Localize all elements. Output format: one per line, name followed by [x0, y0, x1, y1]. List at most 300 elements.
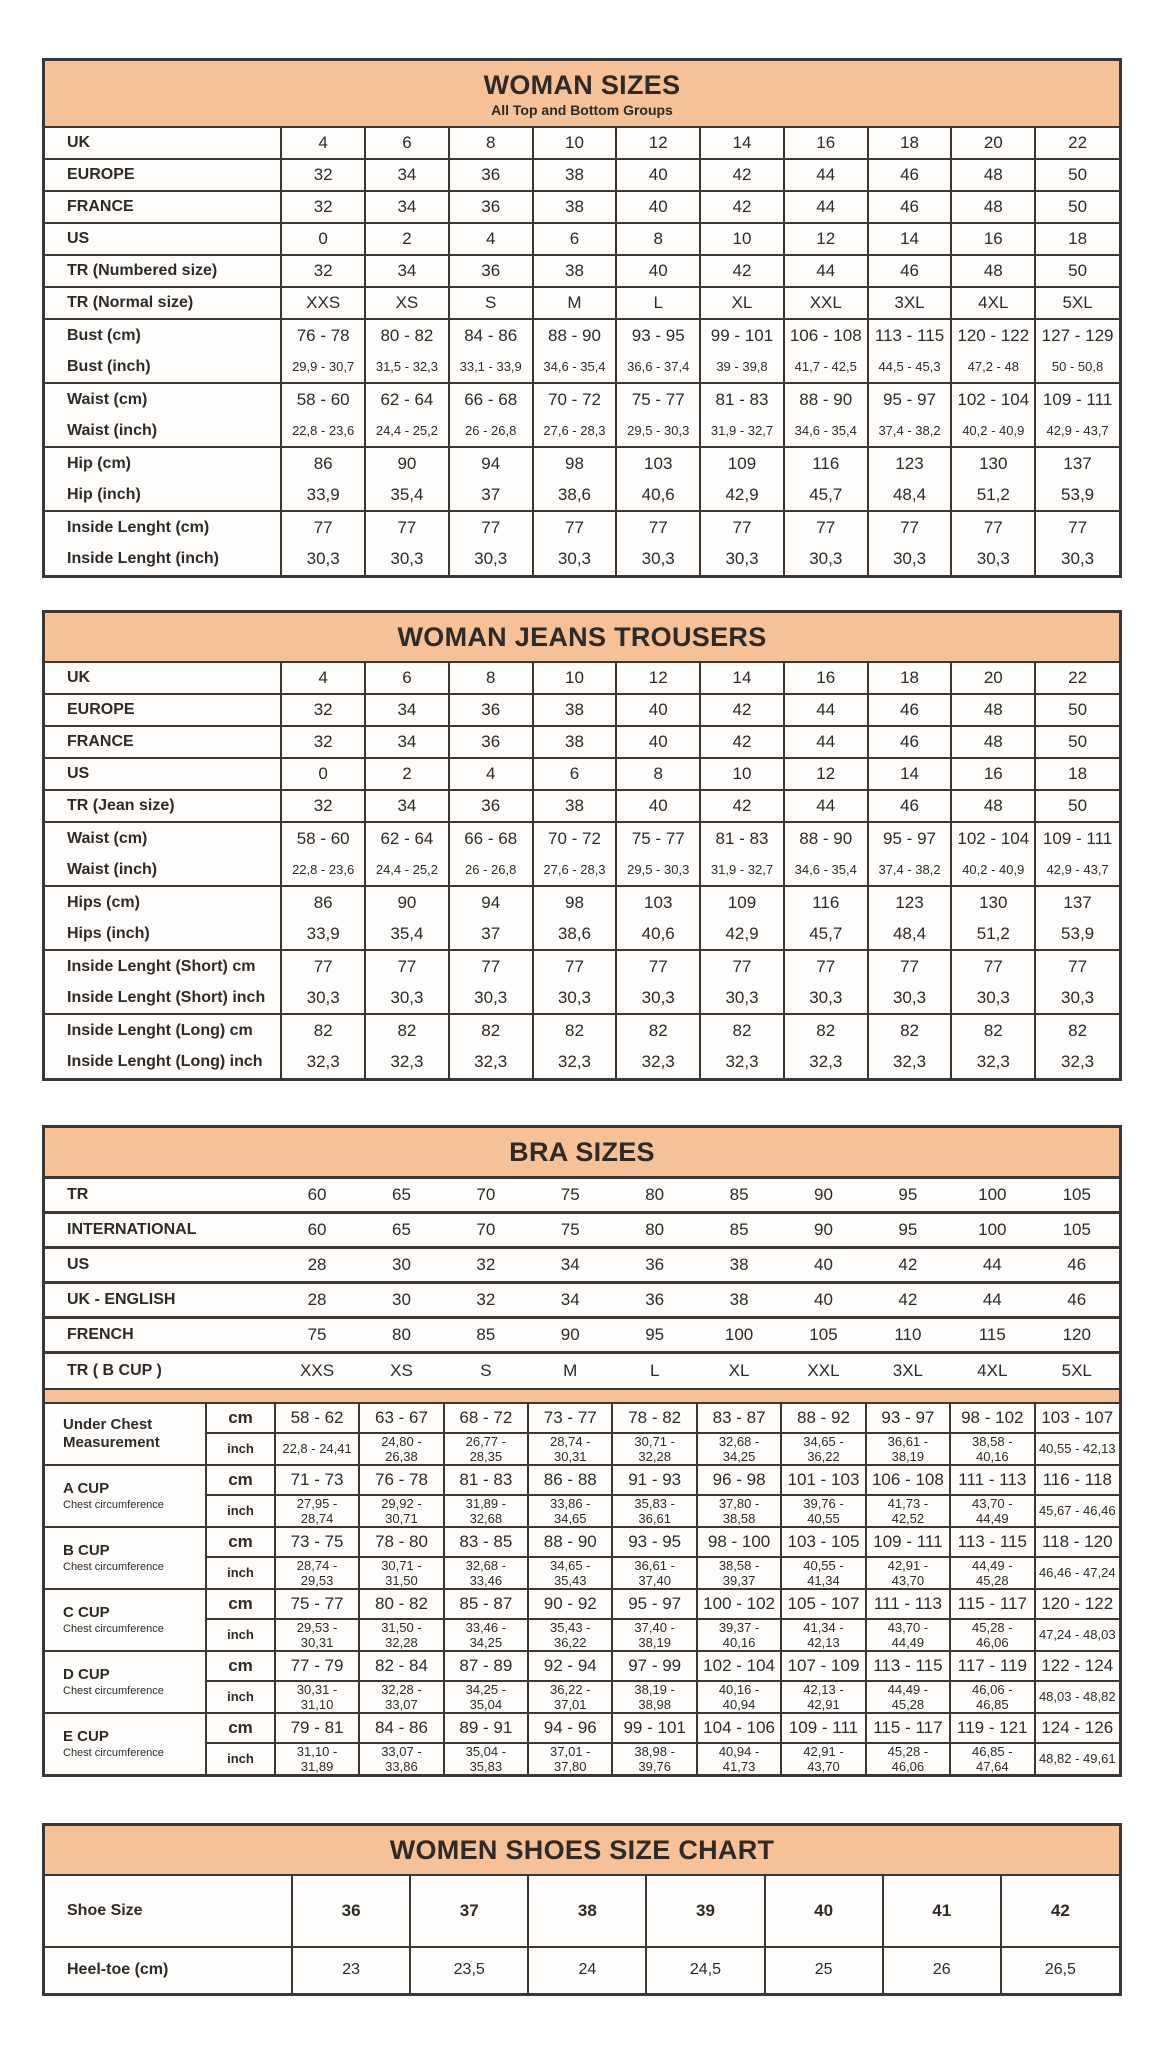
size-cell: 37,4 - 38,2	[868, 854, 952, 886]
size-cell: 23	[292, 1947, 410, 1993]
size-cell: 46	[868, 726, 952, 758]
size-cell: 82 - 84	[359, 1651, 443, 1681]
size-cell: 31,5 - 32,3	[365, 351, 449, 383]
size-cell: 25	[765, 1947, 883, 1993]
size-cell: 34,6 - 35,4	[784, 415, 868, 447]
size-cell: 34,25 - 35,04	[444, 1681, 528, 1713]
size-cell: 6	[533, 758, 617, 790]
size-cell: 37,4 - 38,2	[868, 415, 952, 447]
size-cell: 127 - 129	[1035, 319, 1119, 351]
measurement-name: E CUP	[63, 1728, 109, 1746]
size-cell: 40	[781, 1283, 865, 1318]
size-cell: 40	[616, 191, 700, 223]
size-cell: 40,6	[616, 918, 700, 950]
size-cell: 53,9	[1035, 918, 1119, 950]
size-cell: 95	[866, 1178, 950, 1213]
size-cell: 113 - 115	[950, 1527, 1034, 1557]
size-cell: 30,31 - 31,10	[275, 1681, 359, 1713]
table-row	[45, 694, 1119, 726]
table-row	[45, 223, 1119, 255]
measurement-name: B CUP	[63, 1542, 110, 1560]
table-title: WOMAN SIZES	[483, 70, 681, 100]
size-cell: S	[444, 1353, 528, 1388]
size-cell: 37,80 - 38,58	[697, 1495, 781, 1527]
size-cell: 80	[359, 1318, 443, 1353]
size-cell: XL	[697, 1353, 781, 1388]
measurement-name: A CUP	[63, 1480, 110, 1498]
size-cell: 16	[784, 662, 868, 694]
table-row	[45, 1465, 1119, 1495]
size-cell: 42,91 - 43,70	[866, 1557, 950, 1589]
size-cell: 48	[951, 726, 1035, 758]
size-cell: 30,3	[365, 543, 449, 575]
size-cell: 100	[950, 1178, 1034, 1213]
size-cell: 40,2 - 40,9	[951, 415, 1035, 447]
size-cell: 36	[612, 1283, 696, 1318]
unit-label-cm: cm	[206, 1651, 275, 1681]
size-cell: 82	[365, 1014, 449, 1046]
size-cell: 34	[365, 790, 449, 822]
size-cell: 106 - 108	[866, 1465, 950, 1495]
size-cell: 14	[700, 662, 784, 694]
size-cell: 110	[866, 1318, 950, 1353]
size-cell: 28	[275, 1248, 359, 1283]
size-cell: 5XL	[1035, 1353, 1120, 1388]
size-cell: 38,98 - 39,76	[612, 1743, 696, 1774]
size-cell: 90 - 92	[528, 1589, 612, 1619]
table-row	[45, 1433, 1119, 1465]
size-cell: 46	[868, 255, 952, 287]
size-cell: 42,9 - 43,7	[1035, 415, 1119, 447]
size-cell: 10	[700, 758, 784, 790]
size-cell: 85	[697, 1178, 781, 1213]
size-cell: 40,6	[616, 479, 700, 511]
row-label: EUROPE	[45, 694, 281, 726]
size-cell: 34	[365, 726, 449, 758]
unit-label-cm: cm	[206, 1465, 275, 1495]
table-row	[45, 1213, 1119, 1248]
size-cell: 82	[868, 1014, 952, 1046]
size-cell: 46	[868, 159, 952, 191]
size-cell: 44,5 - 45,3	[868, 351, 952, 383]
size-cell: 105	[1035, 1178, 1120, 1213]
size-cell: 98 - 102	[950, 1403, 1034, 1433]
size-cell: 27,95 - 28,74	[275, 1495, 359, 1527]
size-cell: 40,16 - 40,94	[697, 1681, 781, 1713]
size-cell: 75	[275, 1318, 359, 1353]
size-cell: 27,6 - 28,3	[533, 854, 617, 886]
size-cell: 37,01 - 37,80	[528, 1743, 612, 1774]
row-label: Heel-toe (cm)	[45, 1947, 292, 1993]
size-cell: 0	[281, 223, 365, 255]
size-cell: 44	[950, 1283, 1034, 1318]
table-title: BRA SIZES	[509, 1137, 655, 1167]
size-cell: 48	[951, 790, 1035, 822]
unit-label-inch: inch	[206, 1743, 275, 1774]
bra-measurement-grid	[45, 1402, 1119, 1774]
size-cell: 43,70 - 44,49	[950, 1495, 1034, 1527]
woman-sizes-table	[42, 58, 1122, 578]
size-cell: 36	[449, 694, 533, 726]
size-cell: 32,3	[951, 1046, 1035, 1078]
size-cell: 60	[275, 1178, 359, 1213]
size-cell: 77	[616, 950, 700, 982]
size-cell: 96 - 98	[697, 1465, 781, 1495]
size-cell: 32,68 - 34,25	[697, 1433, 781, 1465]
size-cell: 28	[275, 1283, 359, 1318]
size-cell: 16	[951, 758, 1035, 790]
size-cell: 86	[281, 886, 365, 918]
size-cell: 78 - 82	[612, 1403, 696, 1433]
size-cell: 30,3	[533, 982, 617, 1014]
size-cell: 22	[1035, 662, 1119, 694]
size-cell: 75 - 77	[616, 822, 700, 854]
size-cell: 32	[281, 191, 365, 223]
size-cell: 32,3	[533, 1046, 617, 1078]
size-cell: 42	[700, 255, 784, 287]
size-cell: 36,22 - 37,01	[528, 1681, 612, 1713]
size-cell: 90	[528, 1318, 612, 1353]
size-cell: 33,86 - 34,65	[528, 1495, 612, 1527]
size-cell: 53,9	[1035, 479, 1119, 511]
size-cell: 14	[700, 127, 784, 159]
size-cell: 91 - 93	[612, 1465, 696, 1495]
size-cell: 38	[697, 1283, 781, 1318]
size-cell: 44	[784, 255, 868, 287]
size-cell: 77	[449, 950, 533, 982]
size-cell: 95 - 97	[868, 383, 952, 415]
table-row	[45, 790, 1119, 822]
table-row	[45, 726, 1119, 758]
table-row	[45, 982, 1119, 1014]
size-cell: 66 - 68	[449, 822, 533, 854]
size-cell: 85	[444, 1318, 528, 1353]
size-cell: 37	[449, 479, 533, 511]
size-cell: 38,6	[533, 479, 617, 511]
size-cell: 30,3	[1035, 982, 1119, 1014]
row-label: UK - ENGLISH	[45, 1283, 275, 1318]
bra-sizes-table	[42, 1125, 1122, 1777]
size-cell: 39,76 - 40,55	[781, 1495, 865, 1527]
size-cell: 32,3	[784, 1046, 868, 1078]
measurement-label	[45, 1651, 206, 1713]
table-row	[45, 191, 1119, 223]
size-cell: 30	[359, 1248, 443, 1283]
unit-label-inch: inch	[206, 1619, 275, 1651]
measurement-name: D CUP	[63, 1666, 110, 1684]
size-cell: 30	[359, 1283, 443, 1318]
size-cell: M	[528, 1353, 612, 1388]
size-cell: 79 - 81	[275, 1713, 359, 1743]
size-cell: 30,3	[784, 543, 868, 575]
size-cell: 33,46 - 34,25	[444, 1619, 528, 1651]
size-cell: 50	[1035, 159, 1119, 191]
size-cell: 40	[765, 1875, 883, 1947]
size-cell: 105 - 107	[781, 1589, 865, 1619]
size-cell: 3XL	[868, 287, 952, 319]
size-cell: 70	[444, 1178, 528, 1213]
size-cell: S	[449, 287, 533, 319]
size-cell: 90	[365, 447, 449, 479]
size-cell: 98	[533, 886, 617, 918]
table-row	[45, 662, 1119, 694]
table-row	[45, 1713, 1119, 1743]
size-cell: 93 - 95	[612, 1527, 696, 1557]
size-cell: 34,65 - 36,22	[781, 1433, 865, 1465]
size-cell: 28,74 - 30,31	[528, 1433, 612, 1465]
table-row	[45, 1651, 1119, 1681]
size-cell: 33,9	[281, 918, 365, 950]
size-cell: 42,9 - 43,7	[1035, 854, 1119, 886]
size-cell: 18	[1035, 223, 1119, 255]
size-cell: 30,3	[951, 543, 1035, 575]
size-cell: 41,73 - 42,52	[866, 1495, 950, 1527]
size-cell: 32,3	[1035, 1046, 1119, 1078]
size-cell: 48,82 - 49,61	[1035, 1743, 1120, 1774]
size-cell: 34	[365, 191, 449, 223]
size-cell: 26	[883, 1947, 1001, 1993]
size-cell: 35,4	[365, 918, 449, 950]
size-cell: 130	[951, 447, 1035, 479]
table-subtitle: All Top and Bottom Groups	[491, 102, 673, 118]
size-cell: 78 - 80	[359, 1527, 443, 1557]
size-cell: 2	[365, 758, 449, 790]
size-cell: 42,91 - 43,70	[781, 1743, 865, 1774]
row-label: Inside Lenght (Short) cm	[45, 950, 281, 982]
size-cell: 106 - 108	[784, 319, 868, 351]
size-cell: 32	[281, 159, 365, 191]
size-cell: 104 - 106	[697, 1713, 781, 1743]
size-cell: 6	[365, 127, 449, 159]
size-cell: 88 - 90	[533, 319, 617, 351]
woman-sizes-header	[45, 61, 1119, 126]
size-cell: 8	[449, 662, 533, 694]
table-row	[45, 287, 1119, 319]
size-cell: 115 - 117	[866, 1713, 950, 1743]
size-cell: 24,4 - 25,2	[365, 415, 449, 447]
size-cell: 44	[784, 191, 868, 223]
size-cell: 58 - 62	[275, 1403, 359, 1433]
size-cell: 77	[951, 950, 1035, 982]
size-cell: 35,4	[365, 479, 449, 511]
size-cell: 122 - 124	[1035, 1651, 1120, 1681]
size-cell: 24,4 - 25,2	[365, 854, 449, 886]
size-cell: 77	[868, 511, 952, 543]
size-cell: 30,3	[868, 543, 952, 575]
size-cell: 137	[1035, 886, 1119, 918]
table-row	[45, 1248, 1119, 1283]
size-cell: 45,28 - 46,06	[866, 1743, 950, 1774]
size-cell: 42,13 - 42,91	[781, 1681, 865, 1713]
row-label: Shoe Size	[45, 1875, 292, 1947]
table-row	[45, 1875, 1119, 1947]
size-cell: 26 - 26,8	[449, 415, 533, 447]
size-cell: 48,03 - 48,82	[1035, 1681, 1120, 1713]
size-cell: 31,10 - 31,89	[275, 1743, 359, 1774]
bra-conversion-grid	[45, 1176, 1119, 1388]
size-cell: 4XL	[950, 1353, 1034, 1388]
woman-sizes-grid	[45, 126, 1119, 575]
size-cell: 58 - 60	[281, 822, 365, 854]
size-cell: 76 - 78	[359, 1465, 443, 1495]
size-cell: 82	[700, 1014, 784, 1046]
size-cell: 42	[700, 726, 784, 758]
size-cell: 32,3	[449, 1046, 533, 1078]
size-cell: 92 - 94	[528, 1651, 612, 1681]
size-cell: 105	[781, 1318, 865, 1353]
size-cell: 0	[281, 758, 365, 790]
size-cell: 42	[700, 191, 784, 223]
size-cell: 38,6	[533, 918, 617, 950]
size-cell: 63 - 67	[359, 1403, 443, 1433]
size-cell: 58 - 60	[281, 383, 365, 415]
size-cell: 47,24 - 48,03	[1035, 1619, 1120, 1651]
size-cell: 111 - 113	[866, 1589, 950, 1619]
row-label: TR	[45, 1178, 275, 1213]
size-cell: 36,61 - 38,19	[866, 1433, 950, 1465]
size-cell: 62 - 64	[365, 822, 449, 854]
size-cell: 44	[784, 159, 868, 191]
size-cell: 20	[951, 662, 1035, 694]
size-cell: 47,2 - 48	[951, 351, 1035, 383]
size-cell: 36,6 - 37,4	[616, 351, 700, 383]
size-cell: 77	[281, 950, 365, 982]
table-row	[45, 950, 1119, 982]
size-cell: 88 - 90	[784, 383, 868, 415]
size-cell: 80	[612, 1178, 696, 1213]
size-cell: 103	[616, 886, 700, 918]
size-cell: 115 - 117	[950, 1589, 1034, 1619]
size-cell: 38,19 - 38,98	[612, 1681, 696, 1713]
size-cell: 111 - 113	[950, 1465, 1034, 1495]
size-cell: 45,7	[784, 918, 868, 950]
size-cell: 77	[784, 511, 868, 543]
size-cell: 116	[784, 447, 868, 479]
size-cell: 88 - 90	[784, 822, 868, 854]
size-cell: 81 - 83	[700, 822, 784, 854]
size-cell: 34,6 - 35,4	[533, 351, 617, 383]
size-cell: 40	[616, 255, 700, 287]
size-cell: 10	[700, 223, 784, 255]
size-cell: 45,28 - 46,06	[950, 1619, 1034, 1651]
size-cell: 32	[281, 694, 365, 726]
size-cell: 26 - 26,8	[449, 854, 533, 886]
size-cell: 48	[951, 694, 1035, 726]
measurement-label	[45, 1465, 206, 1527]
size-cell: 38	[533, 159, 617, 191]
size-cell: 75 - 77	[275, 1589, 359, 1619]
size-cell: 37	[410, 1875, 528, 1947]
size-cell: 81 - 83	[444, 1465, 528, 1495]
size-cell: 94 - 96	[528, 1713, 612, 1743]
size-cell: 77	[951, 511, 1035, 543]
size-cell: XXL	[781, 1353, 865, 1388]
size-cell: 42	[866, 1248, 950, 1283]
size-cell: 32,3	[700, 1046, 784, 1078]
size-cell: 120	[1035, 1318, 1120, 1353]
size-cell: 83 - 87	[697, 1403, 781, 1433]
size-cell: 24,5	[646, 1947, 764, 1993]
size-cell: 109 - 111	[781, 1713, 865, 1743]
size-cell: 46	[1035, 1283, 1120, 1318]
size-cell: 3XL	[866, 1353, 950, 1388]
size-cell: 77	[533, 950, 617, 982]
size-cell: 22,8 - 24,41	[275, 1433, 359, 1465]
row-label: TR ( B CUP )	[45, 1353, 275, 1388]
size-cell: 95 - 97	[868, 822, 952, 854]
size-cell: 50	[1035, 255, 1119, 287]
size-cell: 113 - 115	[866, 1651, 950, 1681]
size-cell: 123	[868, 447, 952, 479]
row-label: Waist (cm)	[45, 822, 281, 854]
size-cell: 40,2 - 40,9	[951, 854, 1035, 886]
table-row	[45, 1178, 1119, 1213]
row-label: Hips (inch)	[67, 924, 150, 942]
size-cell: 10	[533, 662, 617, 694]
table-row	[45, 1046, 1119, 1078]
table-row	[45, 159, 1119, 191]
size-cell: 80 - 82	[365, 319, 449, 351]
size-cell: 46,85 - 47,64	[950, 1743, 1034, 1774]
size-cell: 30,3	[616, 543, 700, 575]
size-cell: 98 - 100	[697, 1527, 781, 1557]
unit-label-cm: cm	[206, 1403, 275, 1433]
size-cell: 118 - 120	[1035, 1527, 1120, 1557]
size-cell: 120 - 122	[951, 319, 1035, 351]
size-cell: 81 - 83	[700, 383, 784, 415]
size-cell: 60	[275, 1213, 359, 1248]
size-cell: 93 - 97	[866, 1403, 950, 1433]
size-cell: 102 - 104	[951, 383, 1035, 415]
row-label: Inside Lenght (cm)	[45, 511, 281, 543]
size-cell: 39 - 39,8	[700, 351, 784, 383]
size-cell: 130	[951, 886, 1035, 918]
size-cell: 33,07 - 33,86	[359, 1743, 443, 1774]
size-cell: 36	[449, 790, 533, 822]
size-cell: 75	[528, 1213, 612, 1248]
size-cell: 32	[444, 1248, 528, 1283]
table-row	[45, 127, 1119, 159]
size-cell: 90	[781, 1178, 865, 1213]
size-cell: 46	[868, 694, 952, 726]
row-label: Bust (inch)	[67, 357, 151, 375]
size-cell: 31,50 - 32,28	[359, 1619, 443, 1651]
size-cell: 4	[449, 223, 533, 255]
table-row	[45, 1619, 1119, 1651]
women-shoes-grid	[45, 1874, 1119, 1993]
size-cell: 103 - 105	[781, 1527, 865, 1557]
size-cell: 109	[700, 886, 784, 918]
size-cell: 29,5 - 30,3	[616, 854, 700, 886]
size-cell: 46	[868, 191, 952, 223]
size-cell: 29,53 - 30,31	[275, 1619, 359, 1651]
size-cell: 41,7 - 42,5	[784, 351, 868, 383]
table-row	[45, 1014, 1119, 1046]
size-cell: 77	[700, 950, 784, 982]
size-cell: 38,58 - 40,16	[950, 1433, 1034, 1465]
row-label: UK	[45, 662, 281, 694]
size-cell: 4	[449, 758, 533, 790]
size-cell: 40	[616, 159, 700, 191]
size-cell: 82	[784, 1014, 868, 1046]
size-cell: 82	[281, 1014, 365, 1046]
size-cell: 31,9 - 32,7	[700, 854, 784, 886]
size-cell: 48,4	[868, 918, 952, 950]
unit-label-inch: inch	[206, 1557, 275, 1589]
size-cell: 34	[365, 159, 449, 191]
bra-sizes-header	[45, 1128, 1119, 1176]
table-row	[45, 1403, 1119, 1433]
